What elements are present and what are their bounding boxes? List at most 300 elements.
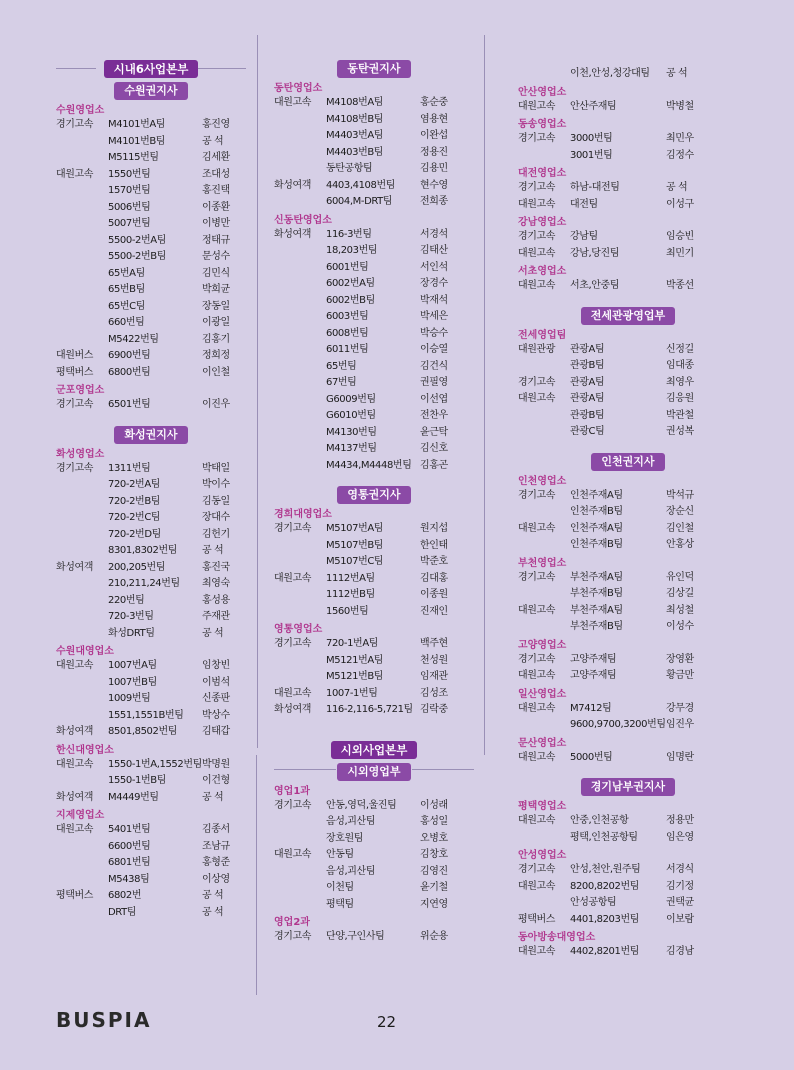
team-cell: 고양주재팀 xyxy=(570,653,617,665)
team-row xyxy=(274,145,474,162)
manager-cell: 임은영 xyxy=(666,831,694,843)
manager-cell: 임명란 xyxy=(666,751,694,763)
company-cell: 대원고속 xyxy=(518,280,556,291)
team-cell: 관광C팀 xyxy=(570,426,605,437)
company-cell xyxy=(274,375,326,392)
team-row xyxy=(274,636,474,653)
manager-cell: 홍성용 xyxy=(202,594,230,606)
team-row xyxy=(518,879,738,896)
office-heading: 동아방송대영업소 xyxy=(518,932,596,943)
manager-cell: 지연영 xyxy=(420,898,448,910)
company-cell xyxy=(274,128,326,145)
company-cell: 대원고속 xyxy=(518,522,556,534)
company-cell: 평택버스 xyxy=(56,890,94,901)
spacer xyxy=(274,719,474,729)
company-cell: 평택버스 xyxy=(56,366,94,378)
team-row xyxy=(56,315,246,332)
team-row xyxy=(274,375,474,392)
manager-cell: 최영우 xyxy=(666,376,694,388)
team-row xyxy=(274,604,474,621)
team-cell: DRT팀 xyxy=(108,906,137,918)
team-cell: 1551,1551B번팀 xyxy=(108,709,184,721)
manager-cell: 김영진 xyxy=(420,865,448,877)
section-label: 시외사업본부 xyxy=(331,741,418,759)
office-heading: 경희대영업소 xyxy=(274,509,332,520)
team-cell: 인천주재A팀 xyxy=(570,489,623,501)
team-row xyxy=(56,626,246,643)
company-cell xyxy=(56,905,108,922)
team-cell: 강남,당진팀 xyxy=(570,247,620,259)
company-cell xyxy=(56,626,108,643)
company-cell xyxy=(518,619,570,636)
manager-cell: 임창빈 xyxy=(202,660,230,671)
team-row xyxy=(274,587,474,604)
team-cell: 동탄공항팀 xyxy=(326,163,373,174)
team-row xyxy=(518,652,738,669)
team-row xyxy=(518,131,738,148)
team-row xyxy=(56,134,246,151)
manager-cell: 박관철 xyxy=(666,409,694,421)
company-cell xyxy=(274,145,326,162)
manager-cell: 공 석 xyxy=(666,182,688,193)
spacer xyxy=(518,766,738,776)
team-row xyxy=(518,358,738,375)
division-header xyxy=(274,741,474,759)
team-row xyxy=(274,798,474,815)
team-cell: 6002번A팀 xyxy=(326,278,375,289)
team-cell: M4449번팀 xyxy=(108,791,159,803)
company-cell xyxy=(518,717,570,734)
company-cell xyxy=(274,880,326,897)
team-row xyxy=(56,905,246,922)
branch-header xyxy=(274,486,474,504)
team-cell: 5401번팀 xyxy=(108,824,151,835)
team-row xyxy=(274,897,474,914)
company-cell: 대원고속 xyxy=(518,880,556,892)
team-row xyxy=(274,686,474,703)
company-cell xyxy=(518,504,570,521)
office-heading: 군포영업소 xyxy=(56,385,105,396)
office-heading: 신동탄영업소 xyxy=(274,214,332,226)
team-cell: 65번A팀 xyxy=(108,267,145,279)
company-cell xyxy=(274,359,326,376)
company-cell: 대원고속 xyxy=(518,946,556,957)
team-cell: 200,205번팀 xyxy=(108,561,166,573)
team-row xyxy=(56,332,246,349)
team-row xyxy=(274,702,474,719)
manager-cell: 박승수 xyxy=(420,327,448,339)
team-row xyxy=(518,619,738,636)
team-row xyxy=(518,537,738,554)
manager-cell: 김성조 xyxy=(420,687,448,699)
team-row xyxy=(274,538,474,555)
manager-cell: 홍순중 xyxy=(420,97,448,108)
manager-cell: 천성원 xyxy=(420,654,448,666)
team-row xyxy=(56,117,246,134)
team-cell: 5006번팀 xyxy=(108,201,151,213)
company-cell: 경기고속 xyxy=(518,376,556,388)
team-cell: 단양,구인사팀 xyxy=(326,931,385,942)
team-row xyxy=(518,504,738,521)
office-heading: 화성영업소 xyxy=(56,448,105,460)
team-cell: 안성,천안,원주팀 xyxy=(570,864,641,875)
company-cell: 경기고속 xyxy=(518,653,556,665)
company-cell xyxy=(56,299,108,316)
manager-cell: 이종원 xyxy=(420,589,448,600)
branch-header xyxy=(56,426,246,444)
team-cell: 5500-2번A팀 xyxy=(108,234,166,246)
team-row xyxy=(518,521,738,538)
manager-cell: 진재인 xyxy=(420,605,448,617)
team-row xyxy=(274,112,474,129)
section-label: 전세관광영업부 xyxy=(581,307,675,325)
office-heading: 평택영업소 xyxy=(518,801,567,812)
manager-cell: 홍형준 xyxy=(202,857,230,868)
team-row xyxy=(56,216,246,233)
company-cell xyxy=(56,216,108,233)
company-cell: 대원고속 xyxy=(518,198,556,210)
team-row xyxy=(518,246,738,263)
company-cell xyxy=(518,586,570,603)
spacer xyxy=(56,414,246,424)
team-row xyxy=(56,510,246,527)
team-cell: 서초,안중팀 xyxy=(570,280,620,291)
team-cell: M4108번B팀 xyxy=(326,113,384,125)
manager-cell: 서경석 xyxy=(420,228,448,240)
company-cell xyxy=(56,150,108,167)
company-cell: 대원고속 xyxy=(518,670,556,681)
team-row xyxy=(274,571,474,588)
team-row xyxy=(56,773,246,790)
section-label: 경기남부권지사 xyxy=(581,778,675,796)
section-label: 인천권지사 xyxy=(591,453,664,471)
company-cell: 평택버스 xyxy=(518,913,556,925)
manager-cell: 홍진택 xyxy=(202,185,230,196)
team-row xyxy=(518,668,738,685)
team-cell: 고양주재팀 xyxy=(570,670,617,681)
company-cell xyxy=(56,332,108,349)
manager-cell: 정용진 xyxy=(420,146,448,158)
company-cell xyxy=(274,309,326,326)
company-cell: 경기고속 xyxy=(274,931,312,942)
team-row xyxy=(274,227,474,244)
team-cell: 720-2번B팀 xyxy=(108,495,161,507)
manager-cell: 최영숙 xyxy=(202,578,230,589)
manager-cell: 김건식 xyxy=(420,360,448,372)
office-heading: 영업1과 xyxy=(274,785,310,797)
team-cell: 1112번A팀 xyxy=(326,572,375,584)
team-row xyxy=(518,603,738,620)
office-heading: 안성영업소 xyxy=(518,850,567,861)
company-cell xyxy=(56,249,108,266)
team-row xyxy=(56,266,246,283)
branch-header xyxy=(274,763,474,781)
spacer xyxy=(274,729,474,739)
company-cell: 대원고속 xyxy=(518,247,556,259)
office-heading: 동탄영업소 xyxy=(274,83,323,94)
manager-cell: 박세은 xyxy=(420,311,448,322)
company-cell xyxy=(56,675,108,692)
manager-cell: 장대수 xyxy=(202,512,230,523)
team-cell: 1112번B팀 xyxy=(326,589,375,600)
manager-cell: 원지섭 xyxy=(420,523,448,534)
company-cell xyxy=(274,112,326,129)
company-cell xyxy=(56,494,108,511)
team-row xyxy=(518,701,738,718)
team-cell: 안산주재팀 xyxy=(570,100,617,112)
manager-cell: 이진우 xyxy=(202,399,230,410)
team-cell: M5438팀 xyxy=(108,873,150,885)
company-cell: 대원고속 xyxy=(518,604,556,616)
company-cell: 대원고속 xyxy=(274,97,312,108)
manager-cell: 김태갑 xyxy=(202,726,230,737)
manager-cell: 염용현 xyxy=(420,113,448,125)
company-cell xyxy=(56,315,108,332)
team-cell: 5007번팀 xyxy=(108,218,151,229)
team-row xyxy=(274,554,474,571)
manager-cell: 이광일 xyxy=(202,317,230,328)
team-cell: 평택팀 xyxy=(326,898,354,910)
team-cell: 220번팀 xyxy=(108,594,145,606)
manager-cell: 김용민 xyxy=(420,163,448,174)
company-cell: 화성여객 xyxy=(56,561,94,573)
team-row xyxy=(274,194,474,211)
team-row xyxy=(274,441,474,458)
team-cell: 116-3번팀 xyxy=(326,228,372,240)
manager-cell: 박태일 xyxy=(202,462,230,474)
manager-cell: 김정수 xyxy=(666,149,694,161)
team-cell: 6004,M-DRT팀 xyxy=(326,196,393,207)
team-row xyxy=(274,653,474,670)
team-cell: M5107번B팀 xyxy=(326,539,384,551)
manager-cell: 임재관 xyxy=(420,671,448,682)
company-cell: 화성여객 xyxy=(274,228,312,240)
company-cell: 대원고속 xyxy=(56,758,94,770)
company-cell xyxy=(274,161,326,178)
company-cell xyxy=(274,897,326,914)
team-row xyxy=(274,243,474,260)
team-cell: 관광A팀 xyxy=(570,343,605,355)
company-cell xyxy=(518,358,570,375)
team-cell: 이천,안성,청강대팀 xyxy=(570,68,650,79)
team-cell: 65번C팀 xyxy=(108,300,146,312)
manager-cell: 이승열 xyxy=(420,344,448,355)
manager-cell: 이건형 xyxy=(202,775,230,786)
company-cell xyxy=(56,200,108,217)
column-divider xyxy=(484,35,485,755)
team-row xyxy=(56,822,246,839)
team-row xyxy=(274,814,474,831)
team-row xyxy=(274,864,474,881)
company-cell xyxy=(274,276,326,293)
team-row xyxy=(56,397,246,414)
column-divider xyxy=(256,755,257,995)
section-label: 영통권지사 xyxy=(337,486,410,504)
manager-cell: 박희균 xyxy=(202,284,230,295)
team-cell: 1311번팀 xyxy=(108,462,151,474)
manager-cell: 김기정 xyxy=(666,880,694,892)
team-cell: 1007번A팀 xyxy=(108,660,157,671)
manager-cell: 공 석 xyxy=(666,68,688,79)
manager-cell: 김락중 xyxy=(420,704,448,715)
manager-cell: 김종서 xyxy=(202,824,230,835)
team-row xyxy=(56,282,246,299)
company-cell xyxy=(56,839,108,856)
team-row xyxy=(518,66,738,83)
branch-header xyxy=(518,307,738,325)
company-cell xyxy=(56,477,108,494)
team-cell: 6800번팀 xyxy=(108,366,151,378)
manager-cell: 공 석 xyxy=(202,890,224,901)
team-row xyxy=(56,576,246,593)
team-cell: 관광A팀 xyxy=(570,393,605,404)
manager-cell: 한인태 xyxy=(420,539,448,551)
company-cell xyxy=(56,609,108,626)
company-cell: 화성여객 xyxy=(274,179,312,191)
manager-cell: 김상길 xyxy=(666,588,694,599)
column-2 xyxy=(274,58,474,946)
manager-cell: 현수영 xyxy=(420,179,448,191)
manager-cell: 신종판 xyxy=(202,693,230,704)
team-cell: 관광B팀 xyxy=(570,409,605,421)
team-row xyxy=(56,790,246,807)
team-row xyxy=(56,167,246,184)
team-cell: 720-2번A팀 xyxy=(108,479,161,490)
team-cell: M5107번A팀 xyxy=(326,523,384,534)
team-cell: 3000번팀 xyxy=(570,133,613,144)
manager-cell: 김홍곤 xyxy=(420,459,448,471)
manager-cell: 정용만 xyxy=(666,815,694,826)
team-cell: 화성DRT팀 xyxy=(108,627,155,639)
company-cell xyxy=(274,441,326,458)
office-heading: 영업2과 xyxy=(274,917,310,928)
branch-header xyxy=(56,82,246,100)
team-cell: 67번팀 xyxy=(326,377,357,388)
company-cell xyxy=(274,326,326,343)
company-cell xyxy=(56,576,108,593)
manager-cell: 임대종 xyxy=(666,360,694,371)
company-cell xyxy=(274,587,326,604)
manager-cell: 임진우 xyxy=(666,719,694,730)
manager-cell: 윤근탁 xyxy=(420,426,448,438)
manager-cell: 이선엽 xyxy=(420,393,448,405)
company-cell: 경기고속 xyxy=(56,399,94,410)
manager-cell: 장동일 xyxy=(202,300,230,312)
team-row xyxy=(274,521,474,538)
manager-cell: 권필영 xyxy=(420,377,448,388)
team-row xyxy=(518,586,738,603)
section-label: 시내6사업본부 xyxy=(104,60,199,78)
team-row xyxy=(56,708,246,725)
manager-cell: 장영환 xyxy=(666,653,694,665)
office-heading: 수원영업소 xyxy=(56,105,105,116)
office-heading: 고양영업소 xyxy=(518,639,567,651)
manager-cell: 이성수 xyxy=(666,621,694,632)
manager-cell: 임승빈 xyxy=(666,231,694,242)
manager-cell: 권택균 xyxy=(666,897,694,908)
company-cell: 대원고속 xyxy=(274,572,312,584)
team-cell: 관광B팀 xyxy=(570,360,605,371)
team-row xyxy=(56,543,246,560)
manager-cell: 이완섭 xyxy=(420,130,448,141)
team-row xyxy=(274,669,474,686)
company-cell xyxy=(274,243,326,260)
team-row xyxy=(274,326,474,343)
manager-cell: 홍진영 xyxy=(202,119,230,130)
team-cell: 6008번팀 xyxy=(326,327,369,339)
team-cell: 1570번팀 xyxy=(108,185,151,196)
company-cell: 경기고속 xyxy=(274,523,312,534)
team-row xyxy=(518,375,738,392)
manager-cell: 공 석 xyxy=(202,906,224,918)
manager-cell: 윤기철 xyxy=(420,882,448,893)
team-cell: M4101번B팀 xyxy=(108,135,166,147)
company-cell: 경기고속 xyxy=(56,462,94,474)
team-row xyxy=(518,717,738,734)
company-cell: 대원고속 xyxy=(518,815,556,826)
team-cell: M5121번B팀 xyxy=(326,671,384,682)
team-cell: 9600,9700,3200번팀 xyxy=(570,719,666,730)
team-row xyxy=(518,197,738,214)
team-row xyxy=(56,609,246,626)
team-cell: 18,203번팀 xyxy=(326,245,378,256)
team-cell: 116-2,116-5,721팀 xyxy=(326,704,413,715)
team-row xyxy=(56,477,246,494)
team-cell: 안동팀 xyxy=(326,849,354,860)
company-cell xyxy=(56,543,108,560)
manager-cell: 유인덕 xyxy=(666,571,694,583)
company-cell xyxy=(274,604,326,621)
team-row xyxy=(518,944,738,961)
manager-cell: 이범석 xyxy=(202,676,230,688)
team-cell: 안동,영덕,울진팀 xyxy=(326,799,397,811)
team-cell: 1007번B팀 xyxy=(108,676,157,688)
company-cell xyxy=(56,282,108,299)
company-cell xyxy=(56,134,108,151)
office-heading: 문산영업소 xyxy=(518,737,567,749)
team-row xyxy=(56,724,246,741)
branch-header xyxy=(518,453,738,471)
company-cell xyxy=(274,408,326,425)
buspia-logo: BUSPIA xyxy=(56,1008,152,1032)
company-cell xyxy=(518,895,570,912)
company-cell xyxy=(274,260,326,277)
company-cell: 화성여객 xyxy=(56,791,94,803)
office-heading: 서초영업소 xyxy=(518,266,567,277)
column-divider xyxy=(257,35,258,748)
company-cell: 경기고속 xyxy=(518,864,556,875)
manager-cell: 서인석 xyxy=(420,261,448,273)
team-cell: 안성공항팀 xyxy=(570,897,617,908)
company-cell: 대원고속 xyxy=(56,660,94,671)
team-cell: 부천주재A팀 xyxy=(570,604,623,616)
team-cell: 6801번팀 xyxy=(108,857,151,868)
team-cell: G6010번팀 xyxy=(326,410,376,421)
team-cell: 6600번팀 xyxy=(108,840,151,852)
company-cell xyxy=(274,864,326,881)
manager-cell: 김헌기 xyxy=(202,528,230,540)
team-row xyxy=(56,249,246,266)
company-cell: 화성여객 xyxy=(274,704,312,715)
manager-cell: 김창호 xyxy=(420,849,448,860)
team-cell: 인천주재B팀 xyxy=(570,506,623,517)
team-row xyxy=(274,847,474,864)
team-row xyxy=(274,425,474,442)
company-cell xyxy=(56,266,108,283)
manager-cell: 서경식 xyxy=(666,864,694,875)
company-cell xyxy=(56,691,108,708)
team-row xyxy=(274,309,474,326)
